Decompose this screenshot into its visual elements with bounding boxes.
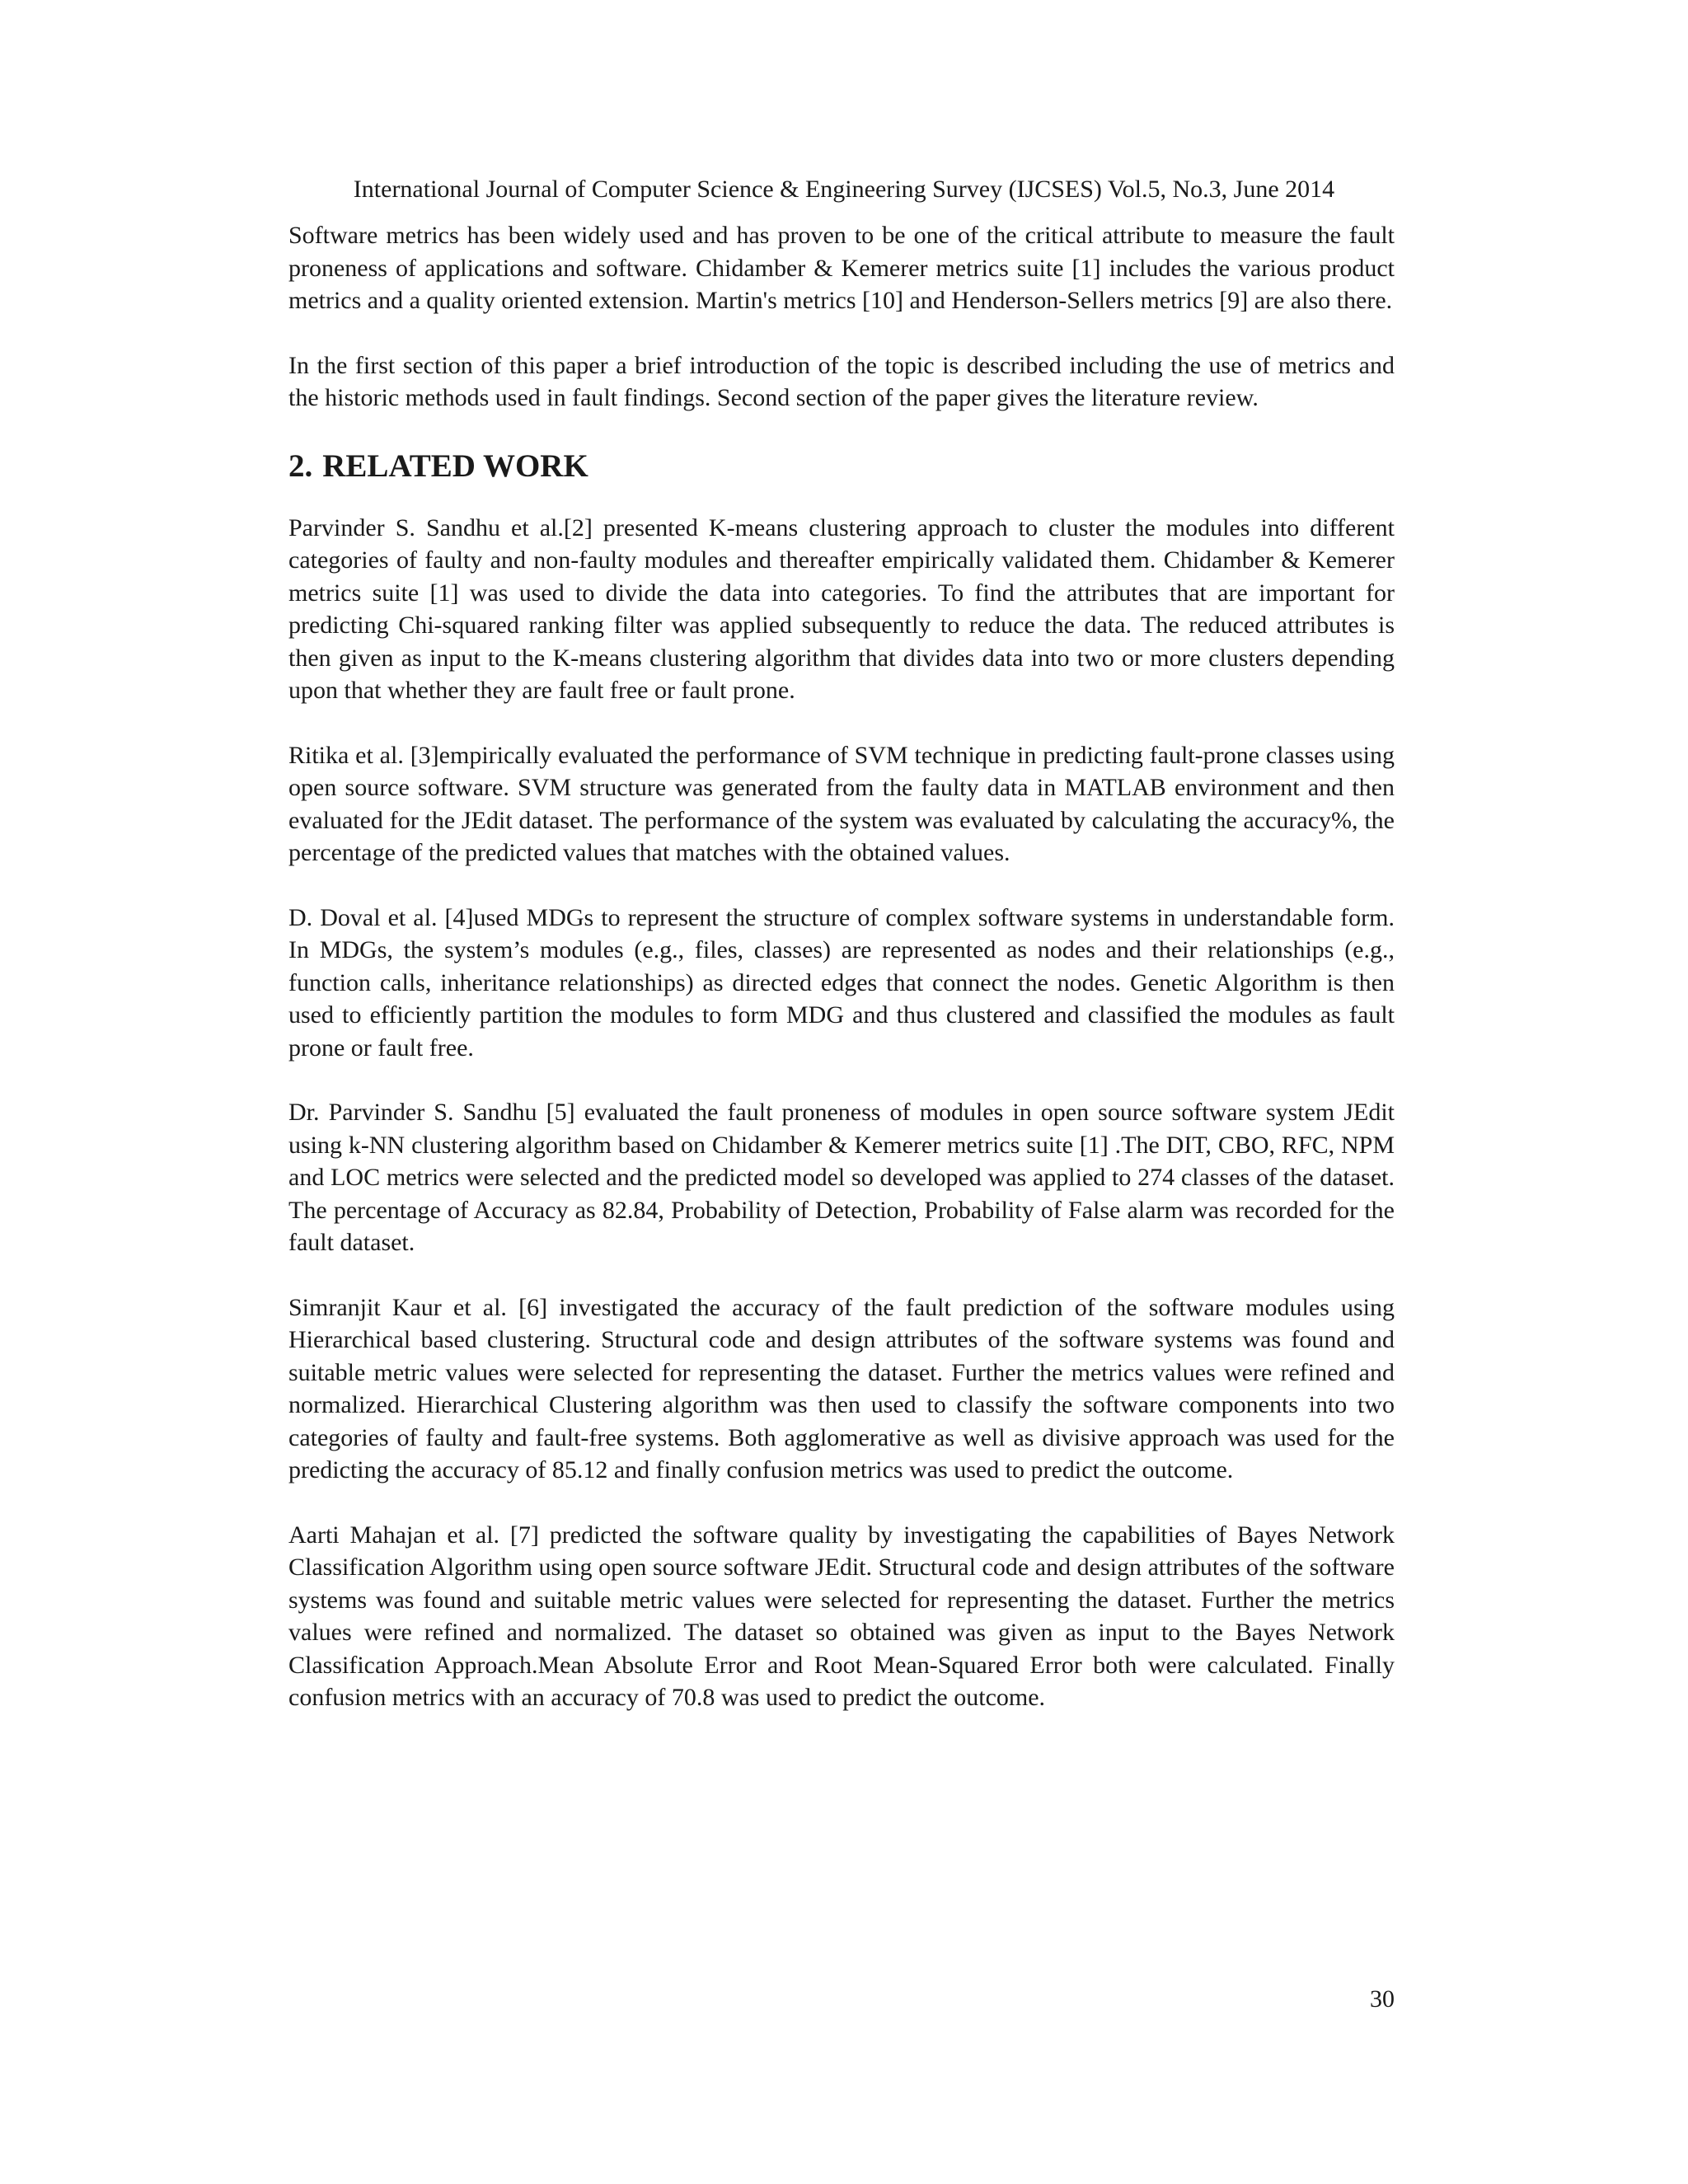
related-paragraph-doval-mdg: D. Doval et al. [4]used MDGs to represent the structure of complex software systems in understandable form. In MDGs, the system’s modules (e.g., files, classes) are represented as nodes and their relationships (e.g., function calls, inheritance relationships) as directed edges that connect the nodes. Genetic Algorithm is then used to efficiently partition the modules to form MDG and thus clustered and classified the modules as fault prone or fault free.: [288, 903, 1395, 1062]
section-number: 2.: [288, 448, 313, 484]
page-number: 30: [1370, 1985, 1395, 2013]
section-title: RELATED WORK: [322, 448, 588, 484]
related-paragraph-mahajan-bayes: Aarti Mahajan et al. [7] predicted the software quality by investigating the capabilities of Bayes Network Classification Algorithm using open source software JEdit. Structural code and design attributes of the software systems was found and suitable metric values were selected for representing the dataset. Further the metrics values were refined and normalized. The dataset so obtained was given as input to the Bayes Network Classification Approach.Mean Absolute Error and Root Mean-Squared Error both were calculated. Finally confusion metrics with an accuracy of 70.8 was used to predict the outcome.: [288, 1521, 1395, 1711]
related-paragraph-sandhu-kmeans: Parvinder S. Sandhu et al.[2] presented K-means clustering approach to cluster the modules into different categories of faulty and non-faulty modules and thereafter empirically validated them. Chidamber & Kemerer metrics suite [1] was used to divide the data into categories. To find the attributes that are important for predicting Chi-squared ranking filter was applied subsequently to reduce the data. The reduced attributes is then given as input to the K-means clustering algorithm that divides data into two or more clusters depending upon that whether they are fault free or fault prone.: [288, 513, 1395, 704]
intro-paragraph-1: Software metrics has been widely used and has proven to be one of the critical attribute to measure the fault proneness of applications and software. Chidamber & Kemerer metrics suite [1] includes the various product metrics and a quality oriented extension. Martin's metrics [10] and Henderson-Sellers metrics [9] are also there.: [288, 222, 1395, 314]
intro-paragraph-2: In the first section of this paper a brief introduction of the topic is described including the use of metrics and the historic methods used in fault findings. Second section of the paper gives the literature review.: [288, 351, 1395, 411]
section-heading: [288, 447, 1395, 486]
running-header: International Journal of Computer Science & Engineering Survey (IJCSES) Vol.5, No.3, June 2014: [353, 176, 1335, 203]
page-body: [288, 219, 1395, 1746]
related-paragraph-ritika-svm: Ritika et al. [3]empirically evaluated the performance of SVM technique in predicting fault-prone classes using open source software. SVM structure was generated from the faulty data in MATLAB environment and then evaluated for the JEdit dataset. The performance of the system was evaluated by calculating the accuracy%, the percentage of the predicted values that matches with the obtained values.: [288, 741, 1395, 866]
related-paragraph-kaur-hierarchical: Simranjit Kaur et al. [6] investigated the accuracy of the fault prediction of the software modules using Hierarchical based clustering. Structural code and design attributes of the software systems was found and suitable metric values were selected for representing the dataset. Further the metrics values were refined and normalized. Hierarchical Clustering algorithm was then used to classify the software components into two categories of faulty and fault-free systems. Both agglomerative as well as divisive approach was used for the predicting the accuracy of 85.12 and finally confusion metrics was used to predict the outcome.: [288, 1293, 1395, 1483]
related-paragraph-sandhu-knn: Dr. Parvinder S. Sandhu [5] evaluated the fault proneness of modules in open source software system JEdit using k-NN clustering algorithm based on Chidamber & Kemerer metrics suite [1] .The DIT, CBO, RFC, NPM and LOC metrics were selected and the predicted model so developed was applied to 274 classes of the dataset. The percentage of Accuracy as 82.84, Probability of Detection, Probability of False alarm was recorded for the fault dataset.: [288, 1099, 1395, 1256]
